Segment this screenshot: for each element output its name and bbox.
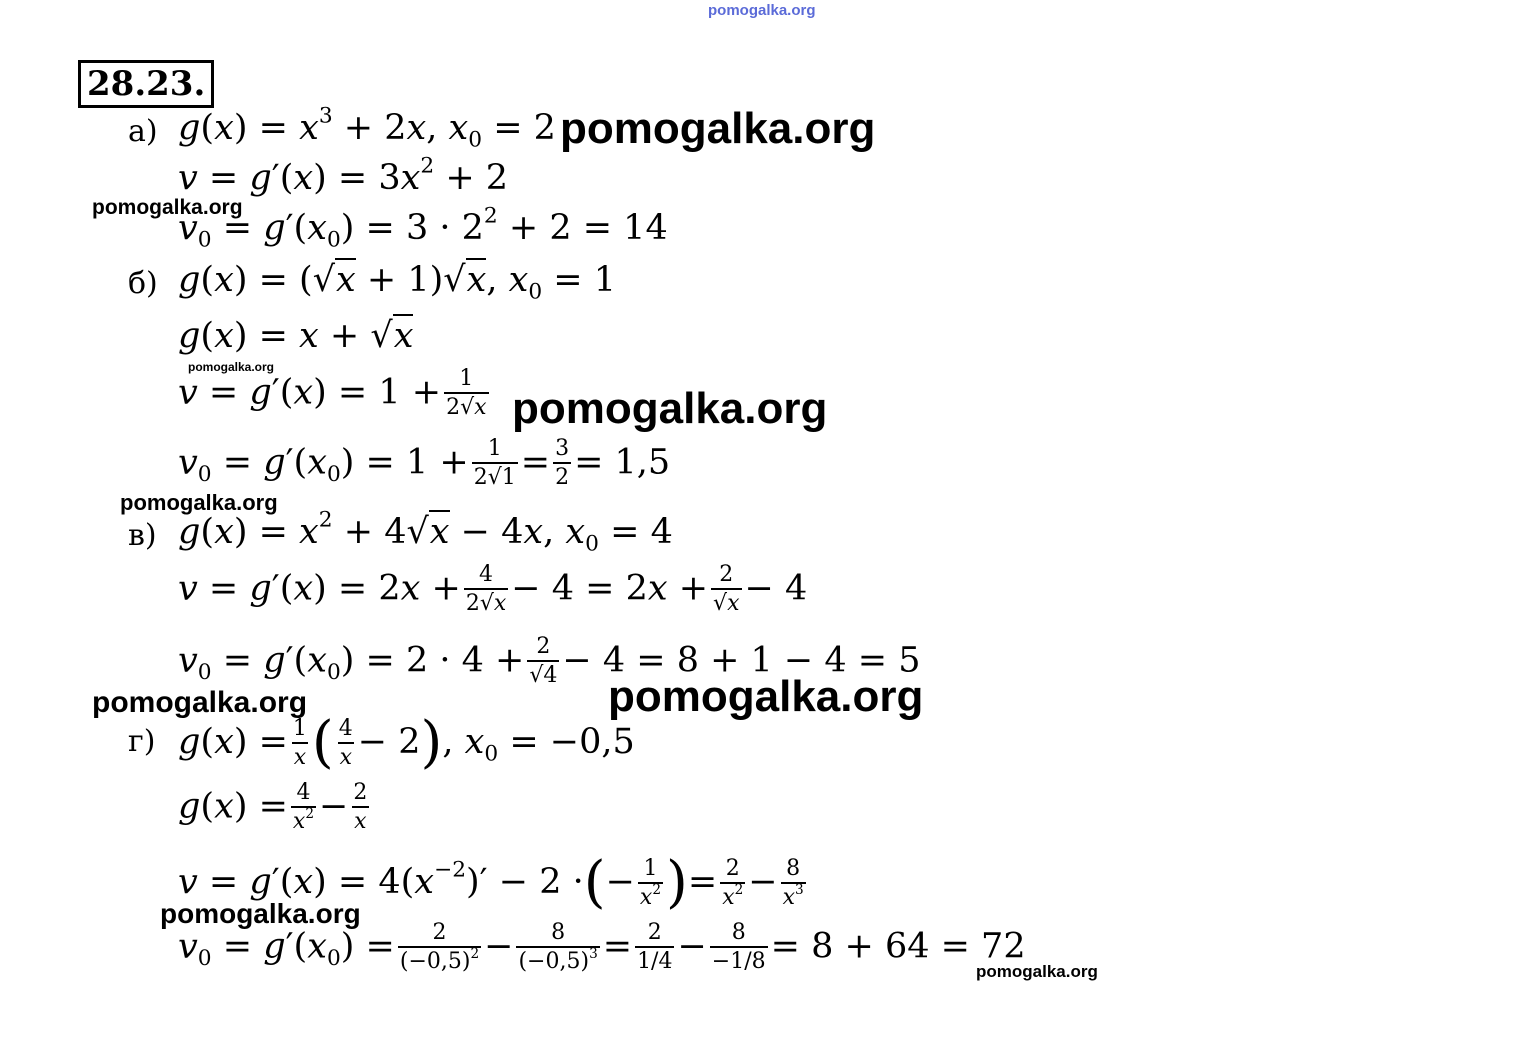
math-line-v1: $g(x) = x^2 + 4√x - 4x$, $x_0 = 4$ [178, 507, 673, 557]
watermark-large-3: pomogalka.org [608, 672, 924, 721]
part-label-v: в) [128, 518, 157, 553]
math-line-b2: g(x) = x + √x [178, 316, 414, 356]
math-line-b4: $v_0 = g'(x_0) = 1$ + $\frac{1}{2√1}$ = $\frac{3}{2}$ = 1,5 [178, 436, 671, 490]
math-line-g1: g(x) = $\frac{1}{x}$ ( $\frac{4}{x}$ − 2), $x_0 = -0,5$ [178, 710, 635, 775]
math-line-g2: g(x) = $\frac{4}{x^2}$ − $\frac{2}{x}$ [178, 780, 368, 834]
watermark-small-3: pomogalka.org [976, 962, 1098, 981]
math-line-b1: g(x) = (√x + 1)√x, $x_0 = 1$ [178, 260, 617, 305]
watermark-medium-2: pomogalka.org [160, 898, 361, 929]
math-line-b3: v = g′(x) = 1 + $\frac{1}{2√x}$ [178, 366, 487, 420]
math-line-a3: $v_0 = g'(x_0) = 3 \cdot 2^2 + 2 = 14$ [178, 203, 668, 253]
problem-number: 28.23. [78, 60, 214, 108]
math-line-v2: v = g′(x) = 2x + $\frac{4}{2√x}$ − 4 = 2x + $\frac{2}{√x}$ − 4 [178, 562, 808, 616]
watermark-large-1: pomogalka.org [560, 104, 876, 153]
watermark-large-2: pomogalka.org [512, 384, 828, 433]
watermark-tiny-1: pomogalka.org [188, 360, 275, 374]
part-label-b: б) [128, 266, 158, 301]
watermark-medium-1: pomogalka.org [92, 686, 308, 719]
top-watermark: pomogalka.org [708, 2, 816, 19]
math-line-g3: $v = g'(x) = 4(x^{-2})' - 2$ ·(− $\frac{1}{x^2}$ )= $\frac{2}{x^2}$ − $\frac{8}{x^3}$ [178, 850, 804, 915]
math-line-a1: $g(x) = x^3 + 2x$, $x_0 = 2$ [178, 103, 556, 153]
math-line-a2: $v = g'(x) = 3x^2 + 2$ [178, 153, 509, 198]
math-line-v3: $v_0 = g'(x_0) = 2 \cdot 4$ + $\frac{2}{√4}$ − 4 = 8 + 1 − 4 = 5 [178, 634, 921, 688]
watermark-small-2: pomogalka.org [120, 490, 278, 515]
watermark-small-1: pomogalka.org [92, 196, 243, 219]
part-label-g: г) [128, 724, 156, 759]
math-line-g4: $v_0 = g'(x_0)$ = $\frac{2}{(-0,5)^2}$ − $\frac{8}{(-0,5)^3}$ = $\frac{2}{1/4}$ − $\frac{8}{-1/8}$ = 8 + 64 = 72 [178, 920, 1026, 974]
part-label-a: а) [128, 114, 158, 149]
